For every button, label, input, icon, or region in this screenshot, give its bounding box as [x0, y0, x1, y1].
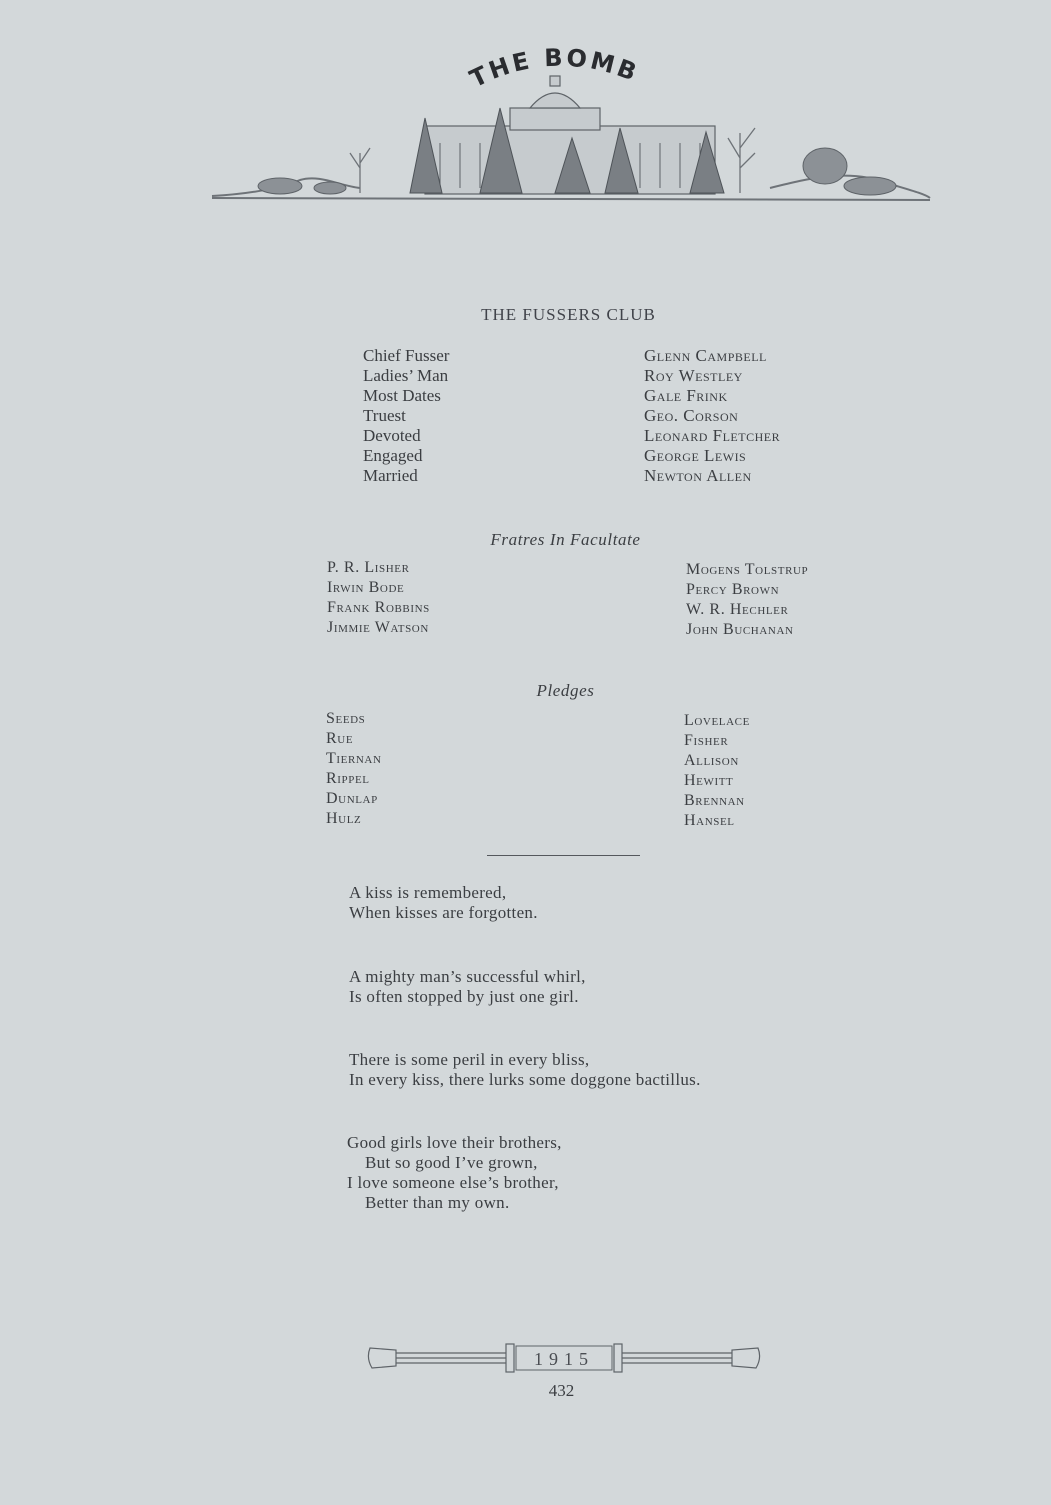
verse-line: Good girls love their brothers, [347, 1133, 562, 1152]
officer-name: Leonard Fletcher [644, 426, 781, 445]
list-item: W. R. Hechler [686, 601, 789, 618]
officer-role: Most Dates [363, 386, 441, 405]
officer-role: Married [363, 466, 418, 485]
verse-line: Is often stopped by just one girl. [349, 987, 579, 1006]
officer-row [363, 466, 843, 486]
list-item: John Buchanan [686, 621, 794, 638]
list-item: Hansel [684, 812, 735, 829]
officer-name: Roy Westley [644, 366, 743, 385]
list-item: Fisher [684, 732, 729, 749]
banner-title: THE BOMB [465, 48, 643, 94]
officer-name: Gale Frink [644, 386, 728, 405]
list-item: Frank Robbins [327, 599, 430, 616]
pledges-right-column [684, 711, 750, 831]
officer-row [363, 446, 843, 466]
officer-role: Devoted [363, 426, 421, 445]
verse [349, 1050, 701, 1090]
footer-ornament [366, 1340, 762, 1376]
officer-row [363, 386, 843, 406]
list-item: Hulz [326, 810, 362, 827]
list-item: Percy Brown [686, 581, 780, 598]
verse-line: But so good I’ve grown, [365, 1153, 538, 1172]
officer-role: Engaged [363, 446, 423, 465]
officer-role: Truest [363, 406, 406, 425]
verse-line: When kisses are forgotten. [349, 903, 538, 922]
pledges-left-column [326, 709, 382, 829]
officer-row [363, 366, 843, 386]
list-item: Allison [684, 752, 739, 769]
list-item: Rippel [326, 770, 370, 787]
officer-role: Chief Fusser [363, 346, 450, 365]
officer-list [363, 346, 843, 486]
header-banner [210, 48, 932, 213]
list-item: Seeds [326, 710, 366, 727]
list-item: Dunlap [326, 790, 378, 807]
list-item: Irwin Bode [327, 579, 405, 596]
officer-row [363, 426, 843, 446]
list-item: Hewitt [684, 772, 734, 789]
pledges-heading: Pledges [536, 681, 595, 700]
pledges-list [0, 709, 1051, 839]
list-item: Tiernan [326, 750, 382, 767]
verse-line: A kiss is remembered, [349, 883, 507, 902]
list-item: Jimmie Watson [327, 619, 429, 636]
verse-line: Better than my own. [365, 1193, 510, 1212]
verse [349, 967, 586, 1007]
club-title: THE FUSSERS CLUB [481, 305, 656, 324]
section-divider [487, 855, 640, 856]
verse [349, 883, 538, 923]
verse-line: There is some peril in every bliss, [349, 1050, 590, 1069]
footer-year: 1915 [534, 1349, 594, 1369]
officer-name: Newton Allen [644, 466, 752, 485]
list-item: Rue [326, 730, 354, 747]
list-item: Brennan [684, 792, 745, 809]
verse-line: In every kiss, there lurks some doggone bactillus. [349, 1070, 701, 1089]
list-item: Lovelace [684, 712, 750, 729]
verse-line: A mighty man’s successful whirl, [349, 967, 586, 986]
list-item: P. R. Lisher [327, 559, 410, 576]
page-number: 432 [548, 1381, 575, 1400]
verse-line: I love someone else’s brother, [347, 1173, 559, 1192]
officer-name: Glenn Campbell [644, 346, 767, 365]
officer-role: Ladies’ Man [363, 366, 449, 385]
fratres-right-column [686, 560, 808, 640]
fratres-heading: Fratres In Facultate [490, 530, 641, 549]
officer-row [363, 346, 843, 366]
fratres-left-column [327, 558, 430, 638]
fratres-list [0, 558, 1051, 648]
officer-name: Geo. Corson [644, 406, 739, 425]
officer-row [363, 406, 843, 426]
list-item: Mogens Tolstrup [686, 561, 809, 578]
verse [347, 1133, 562, 1213]
officer-name: George Lewis [644, 446, 747, 465]
